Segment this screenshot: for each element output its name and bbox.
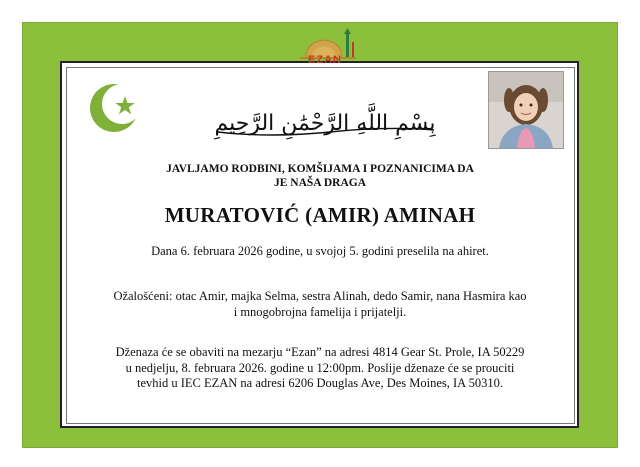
announcement-line-2: JE NAŠA DRAGA bbox=[273, 177, 366, 189]
mourners-paragraph bbox=[90, 289, 550, 320]
announcement-heading bbox=[120, 162, 520, 190]
mourners-line-1: Ožalošćeni: otac Amir, majka Selma, sestra Alinah, dedo Samir, nana Hasmira kao bbox=[113, 289, 527, 303]
death-notice: Dana 6. februara 2026 godine, u svojoj 5. godini preselila na ahiret. bbox=[151, 244, 489, 258]
mourners-line-2: i mnogobrojna famelija i prijatelji. bbox=[233, 304, 407, 319]
svg-text:بِسْمِ اللَّهِ الرَّحْمَٰنِ ال: بِسْمِ اللَّهِ الرَّحْمَٰنِ الرَّحِيمِ bbox=[214, 111, 436, 136]
funeral-line-2: u nedjelju, 8. februara 2026. godine u 12:00pm. Poslije dženaze će se prouciti bbox=[125, 360, 515, 375]
deceased-name: MURATOVIĆ (AMIR) AMINAH bbox=[164, 203, 476, 227]
logo-text: EZAN bbox=[308, 54, 342, 66]
funeral-paragraph bbox=[90, 345, 550, 392]
funeral-line-3: tevhid u IEC EZAN na adresi 6206 Douglas Ave, Des Moines, IA 50310. bbox=[136, 376, 504, 390]
funeral-line-1: Dženaza će se obaviti na mezarju “Ezan” na adresi 4814 Gear St. Prole, IA 50229 bbox=[115, 345, 525, 359]
crescent-star-icon bbox=[88, 80, 144, 136]
basmala-calligraphy bbox=[210, 92, 440, 144]
deceased-photo bbox=[488, 71, 564, 149]
announcement-line-1: JAVLJAMO RODBINI, KOMŠIJAMA I POZNANICIMA DA bbox=[166, 163, 474, 175]
